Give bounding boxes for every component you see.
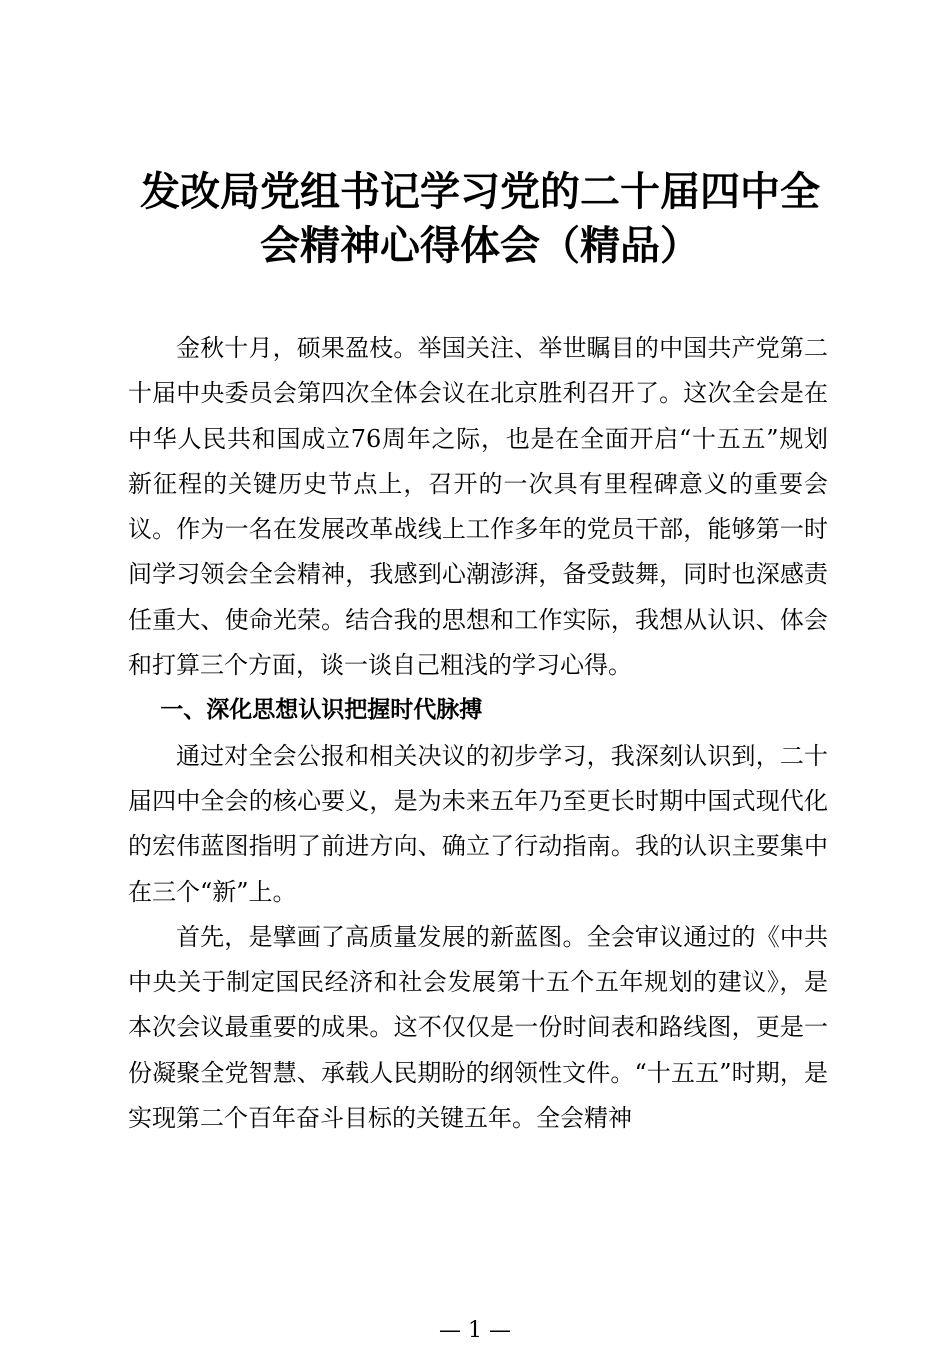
document-title — [110, 165, 850, 273]
document-title-line-1: 发改局党组书记学习党的二十届四中全 — [140, 169, 820, 215]
paragraph-intro: 金秋十月，硕果盈枝。举国关注、举世瞩目的中国共产党第二十届中央委员会第四次全体会议在北京胜利召开了。这次全会是在中华人民共和国成立76周年之际，也是在全面开启“十五五”规划新征程的关键历史节点上，召开的一次具有里程碑意义的重要会议。作为一名在发展改革战线上工作多年的党员干部，能够第一时间学习领会全会精神，我感到心潮澎湃，备受鼓舞，同时也深感责任重大、使命光荣。结合我的思想和工作实际，我想从认识、体会和打算三个方面，谈一谈自己粗浅的学习心得。 — [128, 334, 828, 680]
document-body — [128, 326, 828, 1141]
document-title-line-2: 会精神心得体会（精品） — [260, 223, 700, 269]
paragraph-section1-intro: 通过对全会公报和相关决议的初步学习，我深刻认识到，二十届四中全会的核心要义，是为未来五年乃至更长时期中国式现代化的宏伟蓝图指明了前进方向、确立了行动指南。我的认识主要集中在三个“新”上。 — [128, 741, 828, 906]
paragraph-section1-first-point: 首先，是擘画了高质量发展的新蓝图。全会审议通过的《中共中央关于制定国民经济和社会发展第十五个五年规划的建议》，是本次会议最重要的成果。这不仅仅是一份时间表和路线图，更是一份凝聚全党智慧、承载人民期盼的纲领性文件。“十五五”时期，是实现第二个百年奋斗目标的关键五年。全会精神 — [128, 922, 828, 1133]
page-number: — 1 — — [439, 1318, 511, 1343]
section-heading-1: 一、深化思想认识把握时代脉搏 — [160, 697, 483, 724]
